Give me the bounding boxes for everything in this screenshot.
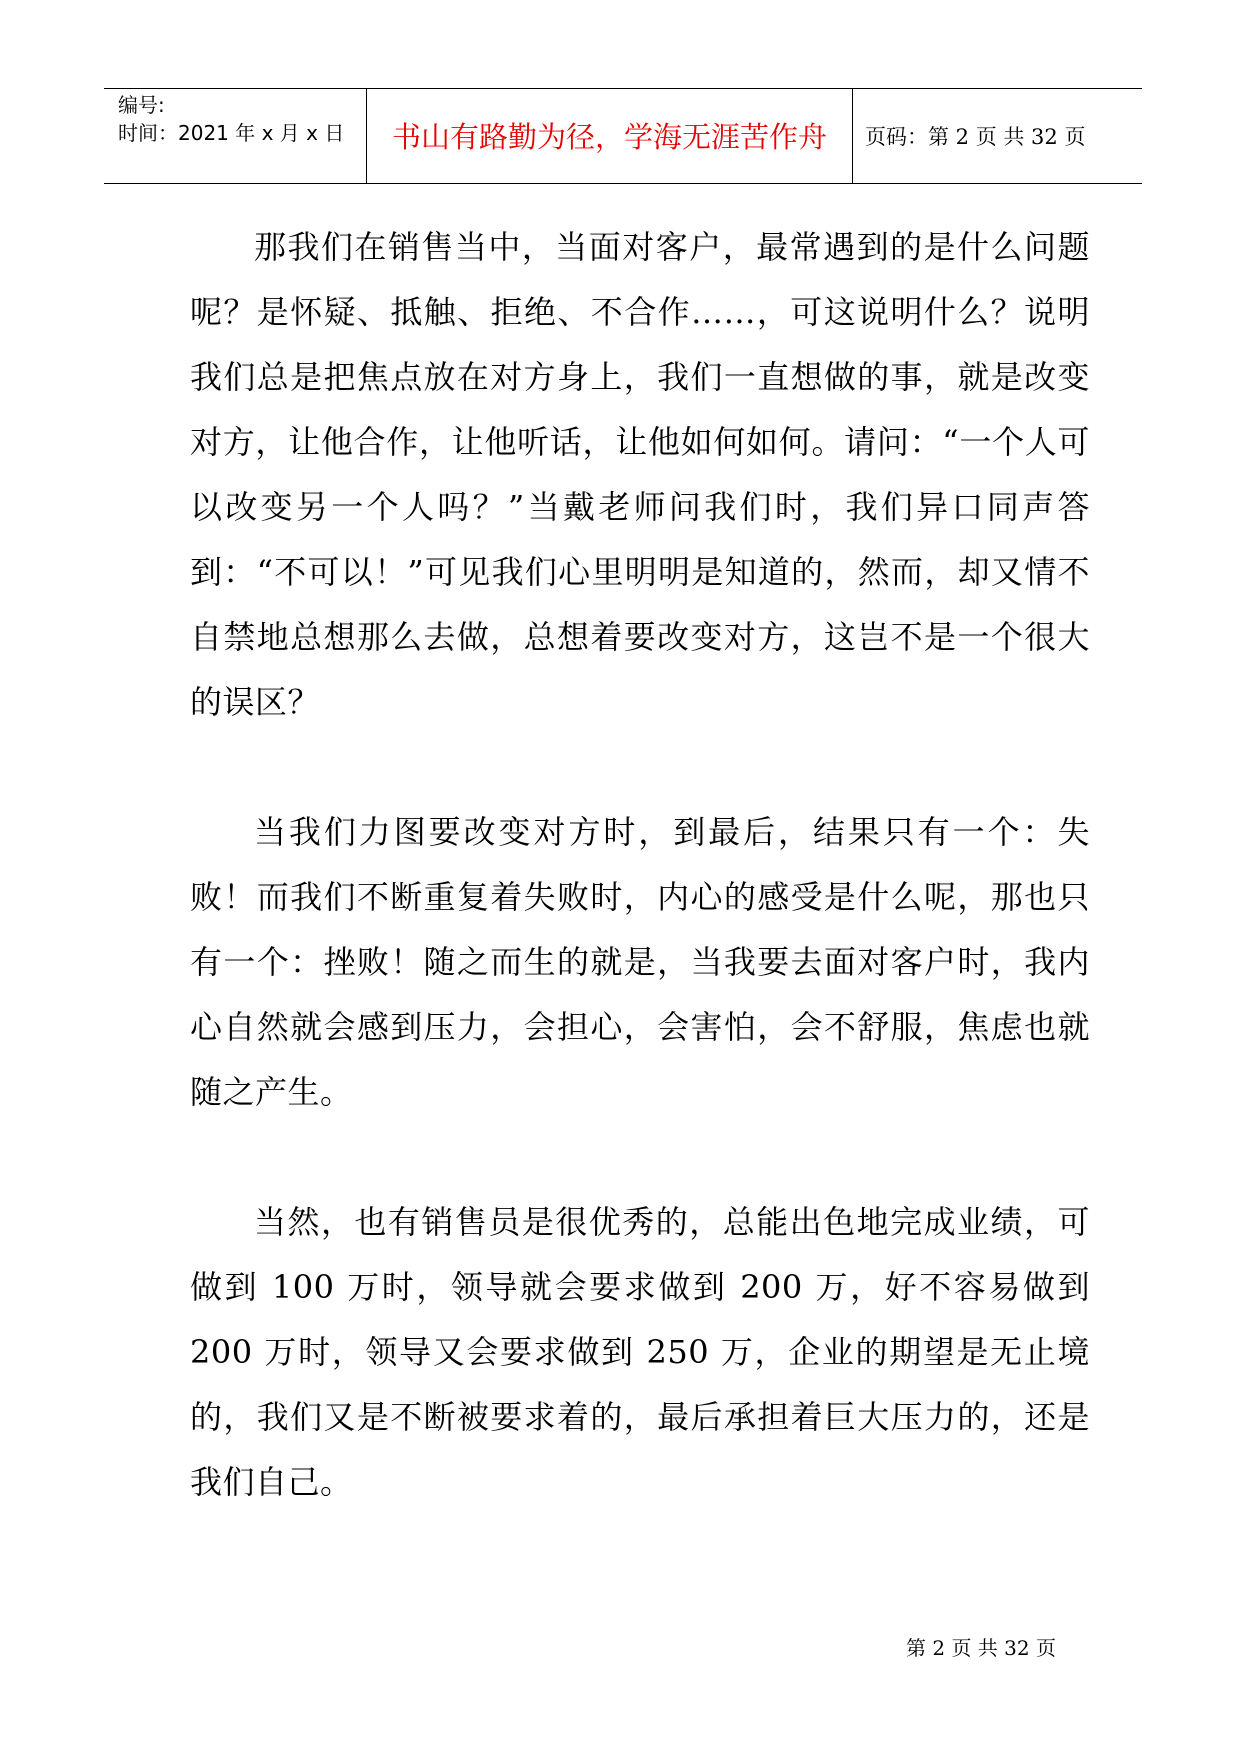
document-number-label: 编号: <box>118 93 165 117</box>
header-meta-cell <box>104 89 367 183</box>
page-header <box>104 88 1142 184</box>
header-page-cell <box>853 89 1142 183</box>
document-time-label: 时间：2021 年 x 月 x 日 <box>118 121 345 145</box>
body-paragraph: 那我们在销售当中，当面对客户，最常遇到的是什么问题呢？是怀疑、抵触、拒绝、不合作……，可这说明什么？说明我们总是把焦点放在对方身上，我们一直想做的事，就是改变对方，让他合作，让他听话，让他如何如何。请问：“一个人可以改变另一个人吗？”当戴老师问我们时，我们异口同声答到：“不可以！”可见我们心里明明是知道的，然而，却又情不自禁地总想那么去做，总想着要改变对方，这岂不是一个很大的误区？ <box>190 228 1090 721</box>
header-page-info: 页码：第 2 页 共 32 页 <box>865 125 1086 149</box>
header-motto: 书山有路勤为径，学海无涯苦作舟 <box>391 120 827 154</box>
body-paragraph: 当我们力图要改变对方时，到最后，结果只有一个：失败！而我们不断重复着失败时，内心的感受是什么呢，那也只有一个：挫败！随之而生的就是，当我要去面对客户时，我内心自然就会感到压力，会担心，会害怕，会不舒服，焦虑也就随之产生。 <box>190 813 1090 1111</box>
body-paragraph: 当然，也有销售员是很优秀的，总能出色地完成业绩，可做到 100 万时，领导就会要求做到 200 万，好不容易做到 200 万时，领导又会要求做到 250 万，企业的期望是无止境的，我们又是不断被要求着的，最后承担着巨大压力的，还是我们自己。 <box>190 1203 1090 1501</box>
page-footer: 第 2 页 共 32 页 <box>906 1636 1056 1660</box>
header-motto-cell <box>367 89 853 183</box>
document-body <box>190 215 1090 1515</box>
